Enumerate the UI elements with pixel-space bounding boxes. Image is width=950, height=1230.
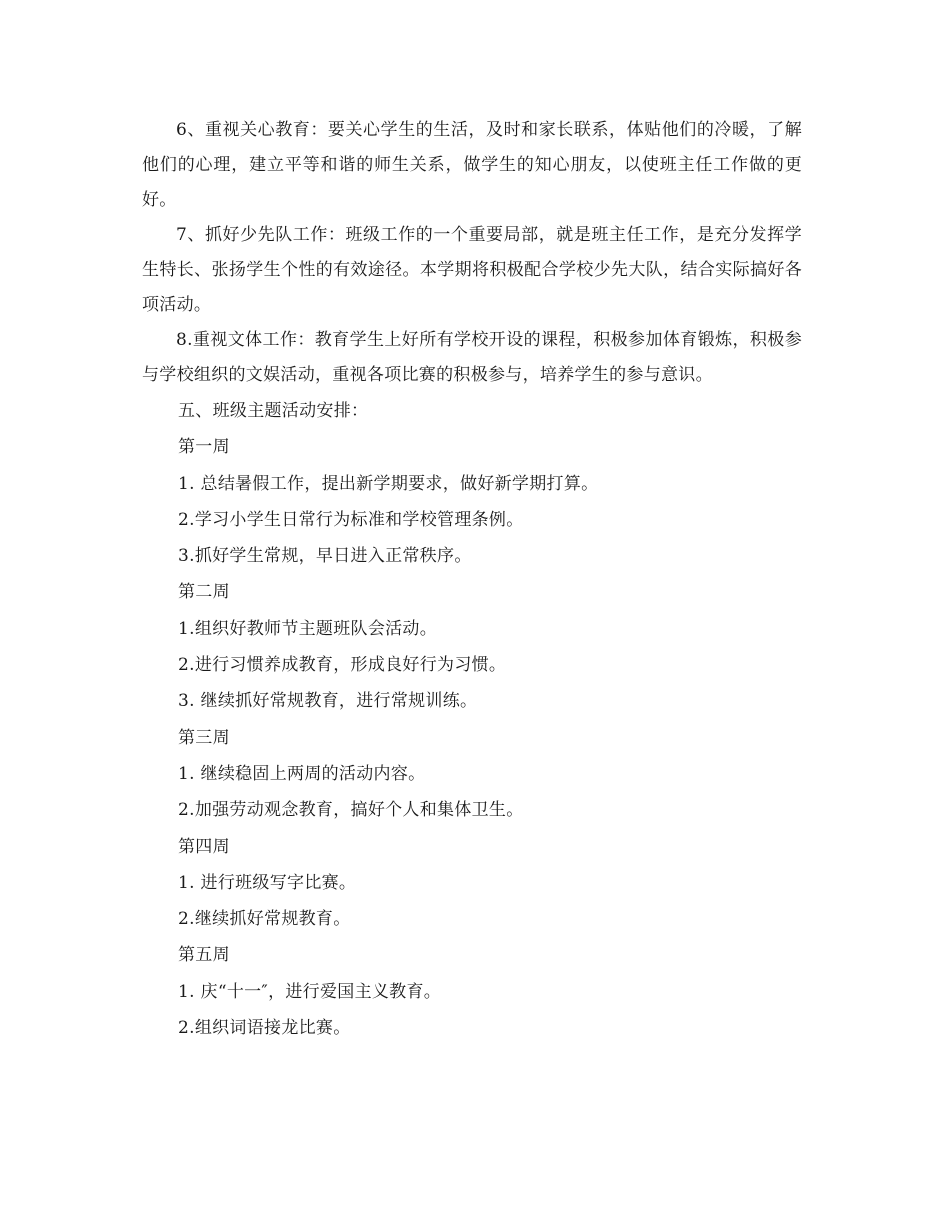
list-item: 2.继续抓好常规教育。 — [178, 909, 351, 930]
week-heading-1: 第一周 — [178, 437, 230, 458]
document-body — [142, 113, 802, 1046]
list-item: 2.加强劳动观念教育，搞好个人和集体卫生。 — [178, 800, 524, 821]
list-item: 2.学习小学生日常行为标准和学校管理条例。 — [178, 509, 524, 530]
week-heading-5: 第五周 — [178, 945, 230, 966]
list-item: 1. 总结暑假工作，提出新学期要求，做好新学期打算。 — [178, 473, 599, 494]
list-item: 1. 继续稳固上两周的活动内容。 — [178, 763, 426, 784]
section-heading-activities: 五、班级主题活动安排： — [178, 401, 369, 421]
list-item: 3.抓好学生常规，早日进入正常秩序。 — [178, 546, 472, 567]
list-item: 1. 庆“十一″，进行爱国主义教育。 — [178, 981, 442, 1002]
list-item: 3. 继续抓好常规教育，进行常规训练。 — [178, 691, 478, 712]
list-item: 1. 进行班级写字比赛。 — [178, 872, 357, 893]
week-heading-3: 第三周 — [178, 727, 230, 748]
week-heading-4: 第四周 — [178, 836, 230, 857]
paragraph-item-7: 7、抓好少先队工作：班级工作的一个重要局部，就是班主任工作，是充分发挥学生特长、张扬学生个性的有效途径。本学期将积极配合学校少先大队，结合实际搞好各项活动。 — [142, 225, 802, 315]
list-item: 2.组织词语接龙比赛。 — [178, 1018, 351, 1039]
paragraph-item-6: 6、重视关心教育：要关心学生的生活，及时和家长联系，体贴他们的冷暖，了解他们的心理，建立平等和谐的师生关系，做学生的知心朋友，以使班主任工作做的更好。 — [142, 120, 802, 210]
week-heading-2: 第二周 — [178, 582, 230, 603]
list-item: 2.进行习惯养成教育，形成良好行为习惯。 — [178, 655, 507, 676]
paragraph-item-8: 8.重视文体工作：教育学生上好所有学校开设的课程，积极参加体育锻炼，积极参与学校组织的文娱活动，重视各项比赛的积极参与，培养学生的参与意识。 — [142, 330, 802, 385]
list-item: 1.组织好教师节主题班队会活动。 — [178, 618, 438, 639]
